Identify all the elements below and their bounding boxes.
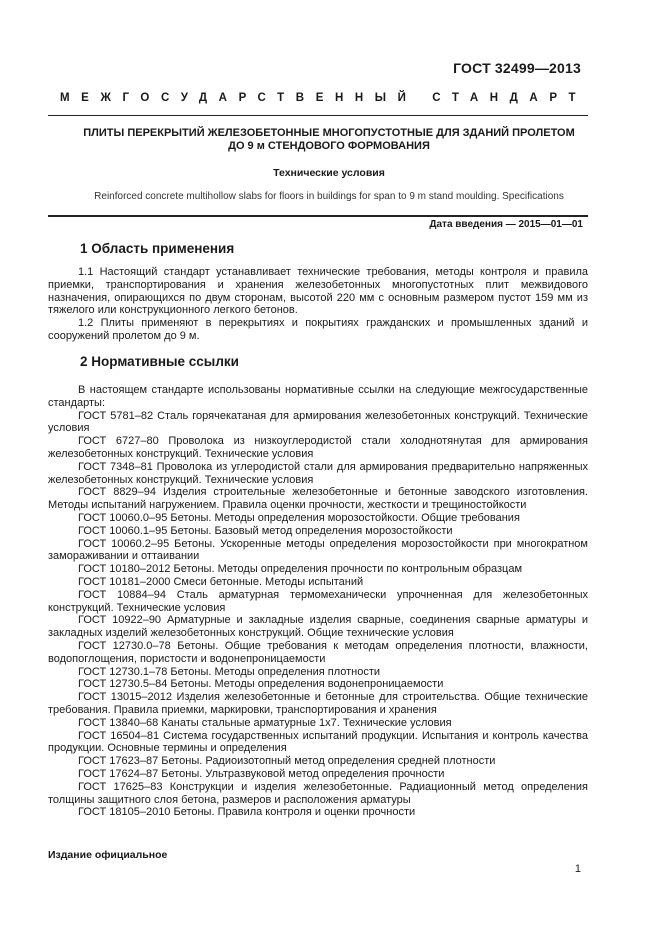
title-line-2: ДО 9 м СТЕНДОВОГО ФОРМОВАНИЯ bbox=[228, 140, 430, 152]
document-title bbox=[70, 127, 588, 153]
reference-item: ГОСТ 18105–2010 Бетоны. Правила контроля и оценки прочности bbox=[78, 806, 416, 819]
section-body-scope bbox=[48, 266, 588, 343]
reference-item: ГОСТ 5781–82 Сталь горячекатаная для армирования железобетонных конструкций. Технические условия bbox=[48, 409, 588, 435]
section-heading-references: 2 Нормативные ссылки bbox=[80, 354, 239, 369]
document-code: ГОСТ 32499—2013 bbox=[453, 60, 581, 76]
section-heading-scope: 1 Область применения bbox=[80, 241, 235, 256]
page-number: 1 bbox=[574, 863, 581, 875]
header-divider bbox=[48, 115, 588, 116]
reference-item: ГОСТ 13015–2012 Изделия железобетонные и бетонные для строительства. Общие технические требования. Правила приемки, маркировки, транспортирования и хранения bbox=[48, 691, 588, 716]
standard-banner: МЕЖГОСУДАРСТВЕННЫЙ СТАНДАРТ bbox=[60, 92, 588, 104]
reference-item: ГОСТ 17623–87 Бетоны. Радиоизотопный метод определения средней плотности bbox=[78, 755, 496, 768]
reference-item: ГОСТ 12730.1–78 Бетоны. Методы определения плотности bbox=[78, 665, 381, 678]
reference-item: ГОСТ 16504–81 Система государственных испытаний продукции. Испытания и контроль качества продукции. Основные термины и определения bbox=[48, 729, 588, 755]
paragraph: 1.2 Плиты применяют в перекрытиях и покрытиях гражданских и промышленных зданий и сооружений пролетом до 9 м. bbox=[48, 317, 588, 342]
introduction-date: Дата введения — 2015—01—01 bbox=[429, 219, 583, 230]
reference-item: ГОСТ 10180–2012 Бетоны. Методы определения прочности по контрольным образцам bbox=[78, 563, 523, 576]
reference-item: ГОСТ 10060.2–95 Бетоны. Ускоренные методы определения морозостойкости при многократном замораживании и оттаивании bbox=[48, 537, 588, 563]
paragraph: 1.1 Настоящий стандарт устанавливает технические требования, методы контроля и правила приемки, транспортирования и хранения железобетонных многопустотных плит межвидового назначения, опирающихся по двум сторонам, высотой 220 мм с основным размером пустот 159 мм из тяжелого или конструкционного легкого бетонов. bbox=[48, 266, 588, 317]
reference-item: ГОСТ 17625–83 Конструкции и изделия железобетонные. Радиационный метод определения толщины защитного слоя бетона, размеров и расположения арматуры bbox=[48, 780, 588, 806]
reference-item: ГОСТ 10060.1–95 Бетоны. Базовый метод определения морозостойкости bbox=[78, 524, 453, 537]
english-title: Reinforced concrete multihollow slabs for floors in buildings for span to 9 m stand moulding. Specifications bbox=[94, 191, 564, 202]
reference-item: ГОСТ 12730.0–78 Бетоны. Общие требования к методам определения плотности, влажности, водопоглощения, пористости и водонепроницаемости bbox=[48, 639, 588, 665]
edition-note: Издание официальное bbox=[48, 849, 168, 861]
reference-item: ГОСТ 10060.0–95 Бетоны. Методы определения морозостойкости. Общие требования bbox=[78, 511, 520, 524]
document-subtitle: Технические условия bbox=[273, 167, 385, 179]
paragraph: В настоящем стандарте использованы нормативные ссылки на следующие межгосударственные стандарты: bbox=[48, 384, 588, 409]
title-divider bbox=[48, 215, 588, 217]
reference-item: ГОСТ 12730.5–84 Бетоны. Методы определения водонепроницаемости bbox=[78, 678, 444, 691]
reference-item: ГОСТ 7348–81 Проволока из углеродистой стали для армирования предварительно напряженных железобетонных конструкций. Технические условия bbox=[48, 460, 588, 486]
reference-item: ГОСТ 6727–80 Проволока из низкоуглеродистой стали холоднотянутая для армирования железобетонных конструкций. Технические условия bbox=[48, 435, 588, 460]
title-line-1: ПЛИТЫ ПЕРЕКРЫТИЙ ЖЕЛЕЗОБЕТОННЫЕ МНОГОПУСТОТНЫЕ ДЛЯ ЗДАНИЙ ПРОЛЕТОМ bbox=[83, 127, 575, 139]
reference-item: ГОСТ 8829–94 Изделия строительные железобетонные и бетонные заводского изготовления. Методы испытаний нагружением. Правила оценки прочности, жесткости и трещиностойкости bbox=[48, 486, 588, 512]
reference-item: ГОСТ 10884–94 Сталь арматурная термомеханически упрочненная для железобетонных конструкций. Технические условия bbox=[48, 588, 588, 614]
reference-item: ГОСТ 13840–68 Канаты стальные арматурные 1x7. Технические условия bbox=[78, 716, 452, 729]
section-body-references bbox=[48, 384, 588, 819]
reference-item: ГОСТ 10181–2000 Смеси бетонные. Методы испытаний bbox=[78, 575, 364, 588]
reference-item: ГОСТ 17624–87 Бетоны. Ультразвуковой метод определения прочности bbox=[78, 767, 445, 780]
reference-item: ГОСТ 10922–90 Арматурные и закладные изделия сварные, соединения сварные арматуры и закладных изделий железобетонных конструкций. Общие технические условия bbox=[48, 614, 588, 640]
